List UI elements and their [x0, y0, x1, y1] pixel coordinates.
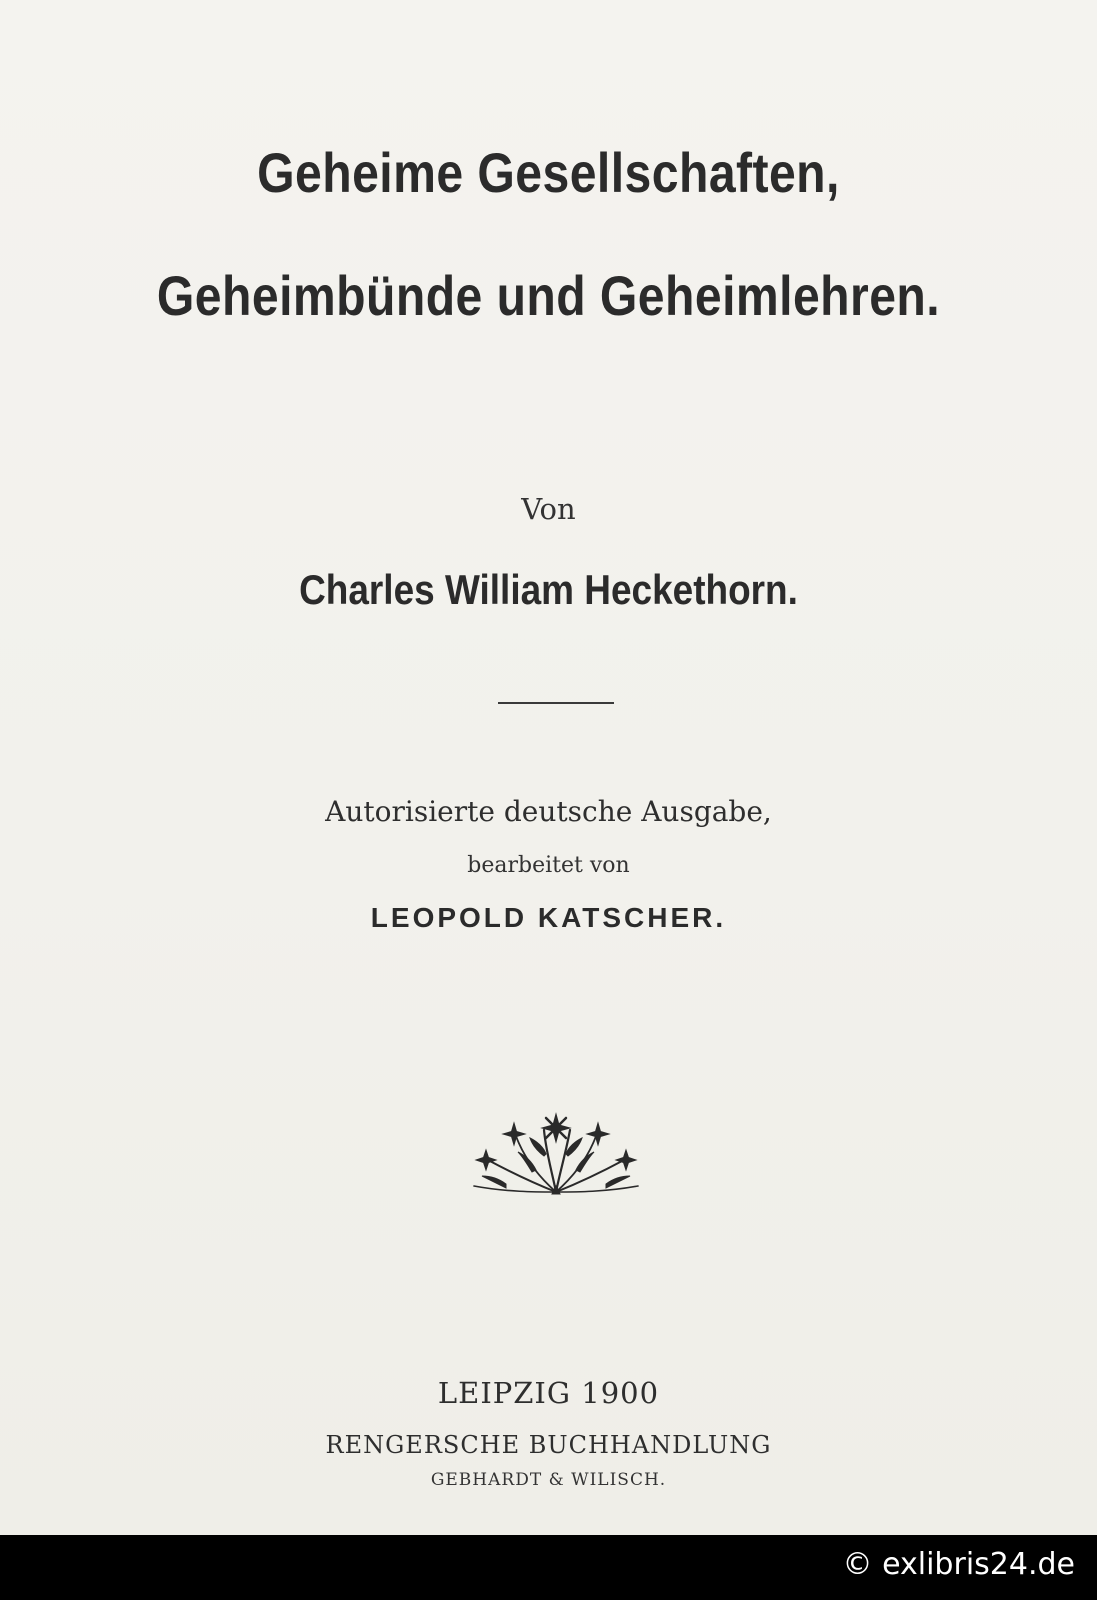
- publisher-name: RENGERSCHE BUCHHANDLUNG: [325, 1431, 772, 1459]
- floral-ornament-icon: [466, 1112, 646, 1196]
- author-name: Charles William Heckethorn.: [299, 566, 798, 613]
- edition-statement: Autorisierte deutsche Ausgabe,: [325, 795, 772, 828]
- book-title-line-1: Geheime Gesellschaften,: [257, 141, 840, 204]
- publisher-owners: GEBHARDT & WILISCH.: [430, 1470, 667, 1490]
- copyright-watermark: © exlibris24.de: [842, 1547, 1075, 1582]
- separator-rule: [498, 702, 614, 704]
- edited-by-label: bearbeitet von: [467, 853, 630, 878]
- book-title-line-2: Geheimbünde und Geheimlehren.: [156, 264, 941, 327]
- place-and-year: LEIPZIG 1900: [437, 1376, 660, 1410]
- by-label: Von: [521, 492, 576, 526]
- footer-bar: [0, 1535, 1097, 1600]
- editor-name: LEOPOLD KATSCHER.: [370, 902, 727, 933]
